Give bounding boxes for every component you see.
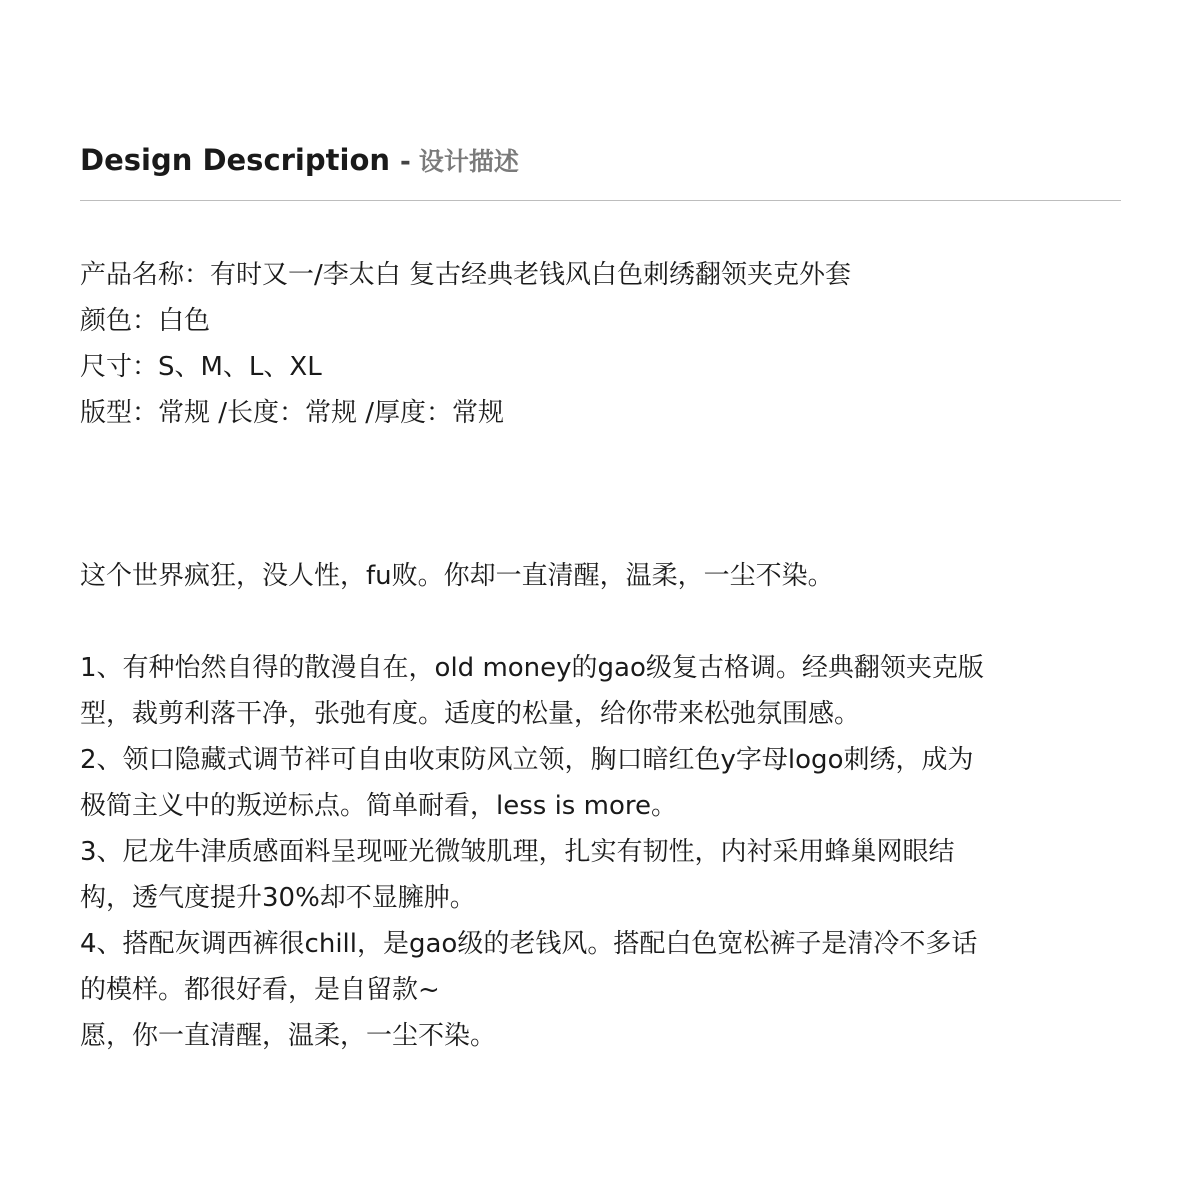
feature-line: 3、尼龙牛津质感面料呈现哑光微皱肌理，扎实有韧性，内衬采用蜂巢网眼结 bbox=[80, 837, 955, 867]
header-divider bbox=[80, 200, 1121, 201]
feature-description bbox=[80, 645, 1080, 1059]
spec-color: 颜色：白色 bbox=[80, 306, 211, 336]
feature-line: 型，裁剪利落干净，张弛有度。适度的松量，给你带来松弛氛围感。 bbox=[80, 699, 861, 729]
feature-line: 的模样。都很好看，是自留款~ bbox=[80, 975, 440, 1005]
closing-line: 愿，你一直清醒，温柔，一尘不染。 bbox=[80, 1021, 497, 1051]
feature-line: 2、领口隐藏式调节袢可自由收束防风立领，胸口暗红色y字母logo刺绣，成为 bbox=[80, 745, 974, 775]
spec-size: 尺寸：S、M、L、XL bbox=[80, 352, 322, 382]
title-separator: - bbox=[400, 147, 411, 177]
product-specs bbox=[80, 252, 1120, 436]
title-chinese: 设计描述 bbox=[418, 147, 519, 176]
spec-fit: 版型：常规 /长度：常规 /厚度：常规 bbox=[80, 398, 505, 428]
section-header bbox=[80, 138, 519, 187]
feature-line: 构，透气度提升30%却不显臃肿。 bbox=[80, 883, 476, 913]
tagline: 这个世界疯狂，没人性，fu败。你却一直清醒，温柔，一尘不染。 bbox=[80, 561, 834, 591]
feature-line: 1、有种怡然自得的散漫自在，old money的gao级复古格调。经典翻领夹克版 bbox=[80, 653, 984, 683]
feature-line: 极简主义中的叛逆标点。简单耐看，less is more。 bbox=[80, 791, 677, 821]
feature-line: 4、搭配灰调西裤很chill，是gao级的老钱风。搭配白色宽松裤子是清冷不多话 bbox=[80, 929, 978, 959]
title-english: Design Description bbox=[80, 143, 391, 177]
spec-product-name: 产品名称：有时又一/李太白 复古经典老钱风白色刺绣翻领夹克外套 bbox=[80, 260, 852, 290]
